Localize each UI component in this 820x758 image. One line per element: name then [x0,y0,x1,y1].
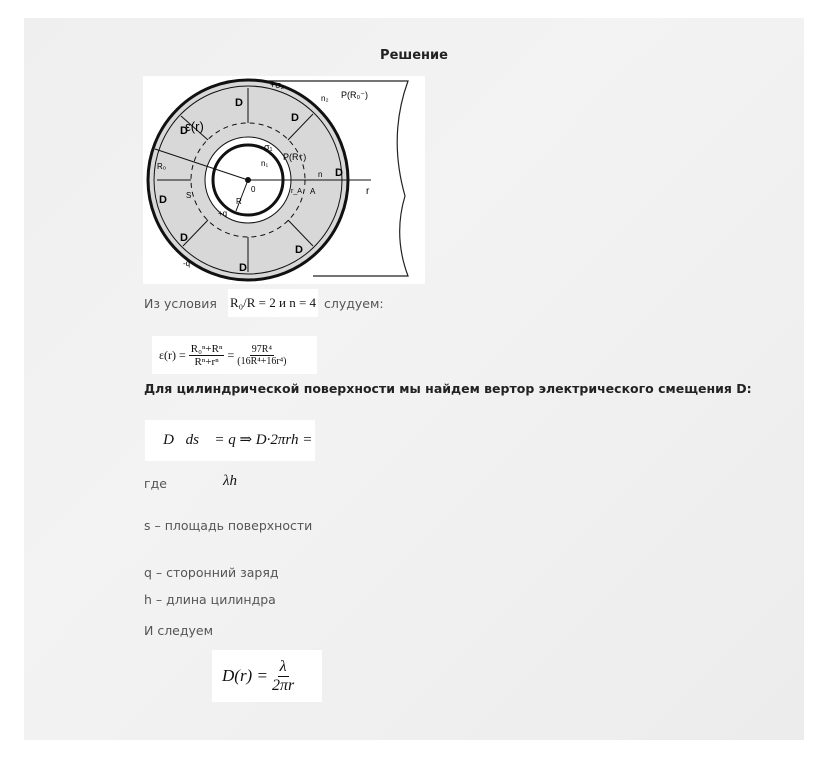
condition-formula: R₀/R = 2 и n = 4 [228,289,318,317]
d-fraction [272,658,294,695]
r0-label: R₀ [157,162,167,171]
gauss-formula: ∮ D⃗ds⃗ = q ⇒ D·2πrh = λh [145,420,315,461]
sigma1-label: -σ₁ [261,142,273,152]
denominator: 2πr [271,676,295,694]
d-label: D [335,167,343,179]
numerator: 97R⁴ [251,343,272,355]
d-label: D [239,262,247,274]
s-label: S [186,191,192,200]
numerator: R₀ⁿ+Rⁿ [190,342,223,355]
denominator: Rⁿ+rⁿ [194,355,219,368]
q-definition: q – сторонний заряд [144,565,279,580]
fraction-1 [189,343,225,368]
d-label: D [180,232,188,244]
ra-label: r_A [291,188,302,195]
page-title: Решение [380,48,448,63]
n1-label: n₁ [261,159,269,168]
d-formula [212,650,322,702]
eps-lhs: ε(r) = [159,347,186,362]
condition-suffix: слудуем: [324,296,384,311]
p1-label: P(R⁺) [283,152,307,162]
d-label: D [180,125,188,137]
equals: = [227,347,235,362]
numerator: λ [279,657,287,675]
h-definition: h – длина цилиндра [144,592,276,607]
n2-label: n₂ [321,94,329,103]
fraction-2 [237,344,286,367]
sigma2-label: +σ₂ [270,80,285,90]
origin-label: 0 [251,185,256,194]
r-axis-label: r [366,186,370,197]
s-definition: s – площадь поверхности [144,518,313,533]
a-label: A [310,187,316,196]
section-heading: Для цилиндрической поверхности мы найдем вертор электрического смещения D: [144,381,752,396]
p2-label: P(R₀⁻) [341,90,368,100]
r-label: R [236,197,242,206]
where-text: где [144,476,167,491]
follow-text: И следуем [144,623,214,638]
denominator: (16R⁴+16r⁴) [237,355,287,367]
epsilon-formula [152,336,317,374]
d-lhs: D(r) = [222,666,268,685]
condition-prefix: Из условия [144,296,217,311]
epsilon-label: ε(r) [185,119,204,134]
n-label: n [318,170,323,179]
d-label: D [235,97,243,109]
d-label: D [291,112,299,124]
d-label: D [159,194,167,206]
d-label: D [295,244,303,256]
q-plus-label: +q [218,209,228,218]
cylinder-diagram [143,76,425,284]
q-minus-label: -q [183,259,191,268]
